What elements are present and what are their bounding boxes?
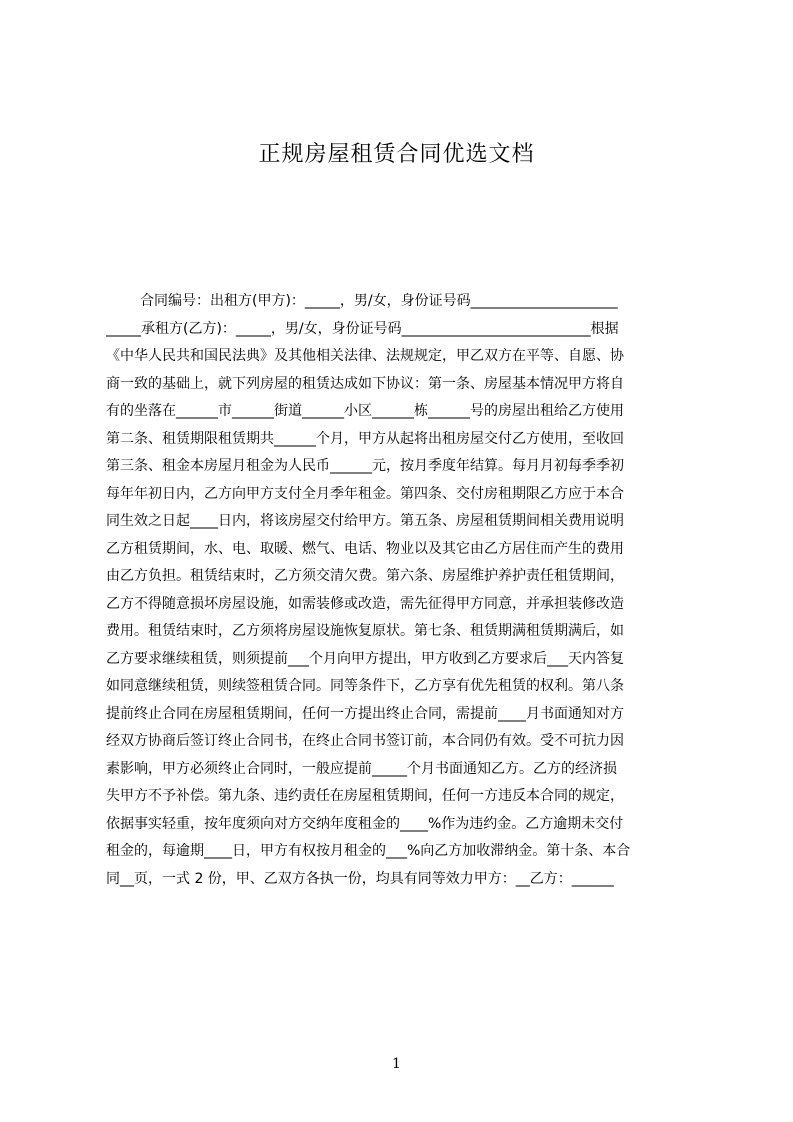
body-line: 费用。租赁结束时，乙方须将房屋设施恢复原状。第七条、租赁期满租赁期满后，如 [106, 623, 624, 639]
body-line: 有的坐落在______市______街道______小区______栋______号的房屋出租给乙方使用 [106, 403, 624, 419]
body-line: 素影响，甲方必须终止合同时，一般应提前_____个月书面通知乙方。乙方的经济损 [106, 760, 617, 777]
body-line: 经双方协商后签订终止合同书，在终止合同书签订前，本合同仍有效。受不可抗力因 [106, 733, 624, 749]
body-line: 依据事实轻重，按年度须向对方交纳年度租金的____%作为违约金。乙方逾期未交付 [106, 815, 624, 832]
body-line: 如同意继续租赁，则续签租赁合同。同等条件下，乙方享有优先租赁的权利。第八条 [106, 678, 624, 694]
body-line: 由乙方负担。租赁结束时，乙方须交清欠费。第六条、房屋维护养护责任租赁期间， [106, 568, 624, 584]
body-line: 合同编号：出租方(甲方)：_____，男/女，身份证号码_____________________ [140, 293, 618, 309]
body-line: 每年年初日内，乙方向甲方支付全月季年租金。第四条、交付房租期限乙方应于本合 [106, 485, 624, 502]
contract-body [106, 288, 702, 893]
body-line: 租金的，每逾期____日，甲方有权按月租金的___%向乙方加收滞纳金。第十条、本合 [106, 843, 631, 859]
body-line: 第二条、租赁期限租赁期共______个月，甲方从起将出租房屋交付乙方使用，至收回 [106, 430, 624, 447]
body-line: 第三条、租金本房屋月租金为人民币______元，按月季度年结算。每月月初每季季初 [106, 458, 624, 474]
body-line: 商一致的基础上，就下列房屋的租赁达成如下协议：第一条、房屋基本情况甲方将自 [106, 375, 624, 392]
body-line: 乙方要求继续租赁，则须提前___个月向甲方提出，甲方收到乙方要求后___天内答复 [106, 650, 624, 667]
body-line: 乙方租赁期间，水、电、取暖、燃气、电话、物业以及其它由乙方居住而产生的费用 [106, 540, 624, 557]
page-number: 1 [392, 1056, 401, 1072]
body-line: 失甲方不予补偿。第九条、违约责任在房屋租赁期间，任何一方违反本合同的规定， [106, 788, 624, 804]
body-line: 同__页，一式 2 份，甲、乙双方各执一份，均具有同等效力甲方：__乙方：______ [106, 870, 614, 887]
body-line: _____承租方(乙方)：_____，男/女，身份证号码___________________________根据 [106, 320, 619, 337]
body-line: 《中华人民共和国民法典》及其他相关法律、法规规定，甲乙双方在平等、自愿、协 [106, 348, 624, 364]
body-line: 同生效之日起____日内，将该房屋交付给甲方。第五条、房屋租赁期间相关费用说明 [106, 513, 624, 529]
body-line: 提前终止合同在房屋租赁期间，任何一方提出终止合同，需提前____月书面通知对方 [106, 705, 624, 722]
document-title: 正规房屋租赁合同优选文档 [258, 142, 535, 167]
body-line: 乙方不得随意损坏房屋设施，如需装修或改造，需先征得甲方同意，并承担装修改造 [106, 595, 624, 612]
